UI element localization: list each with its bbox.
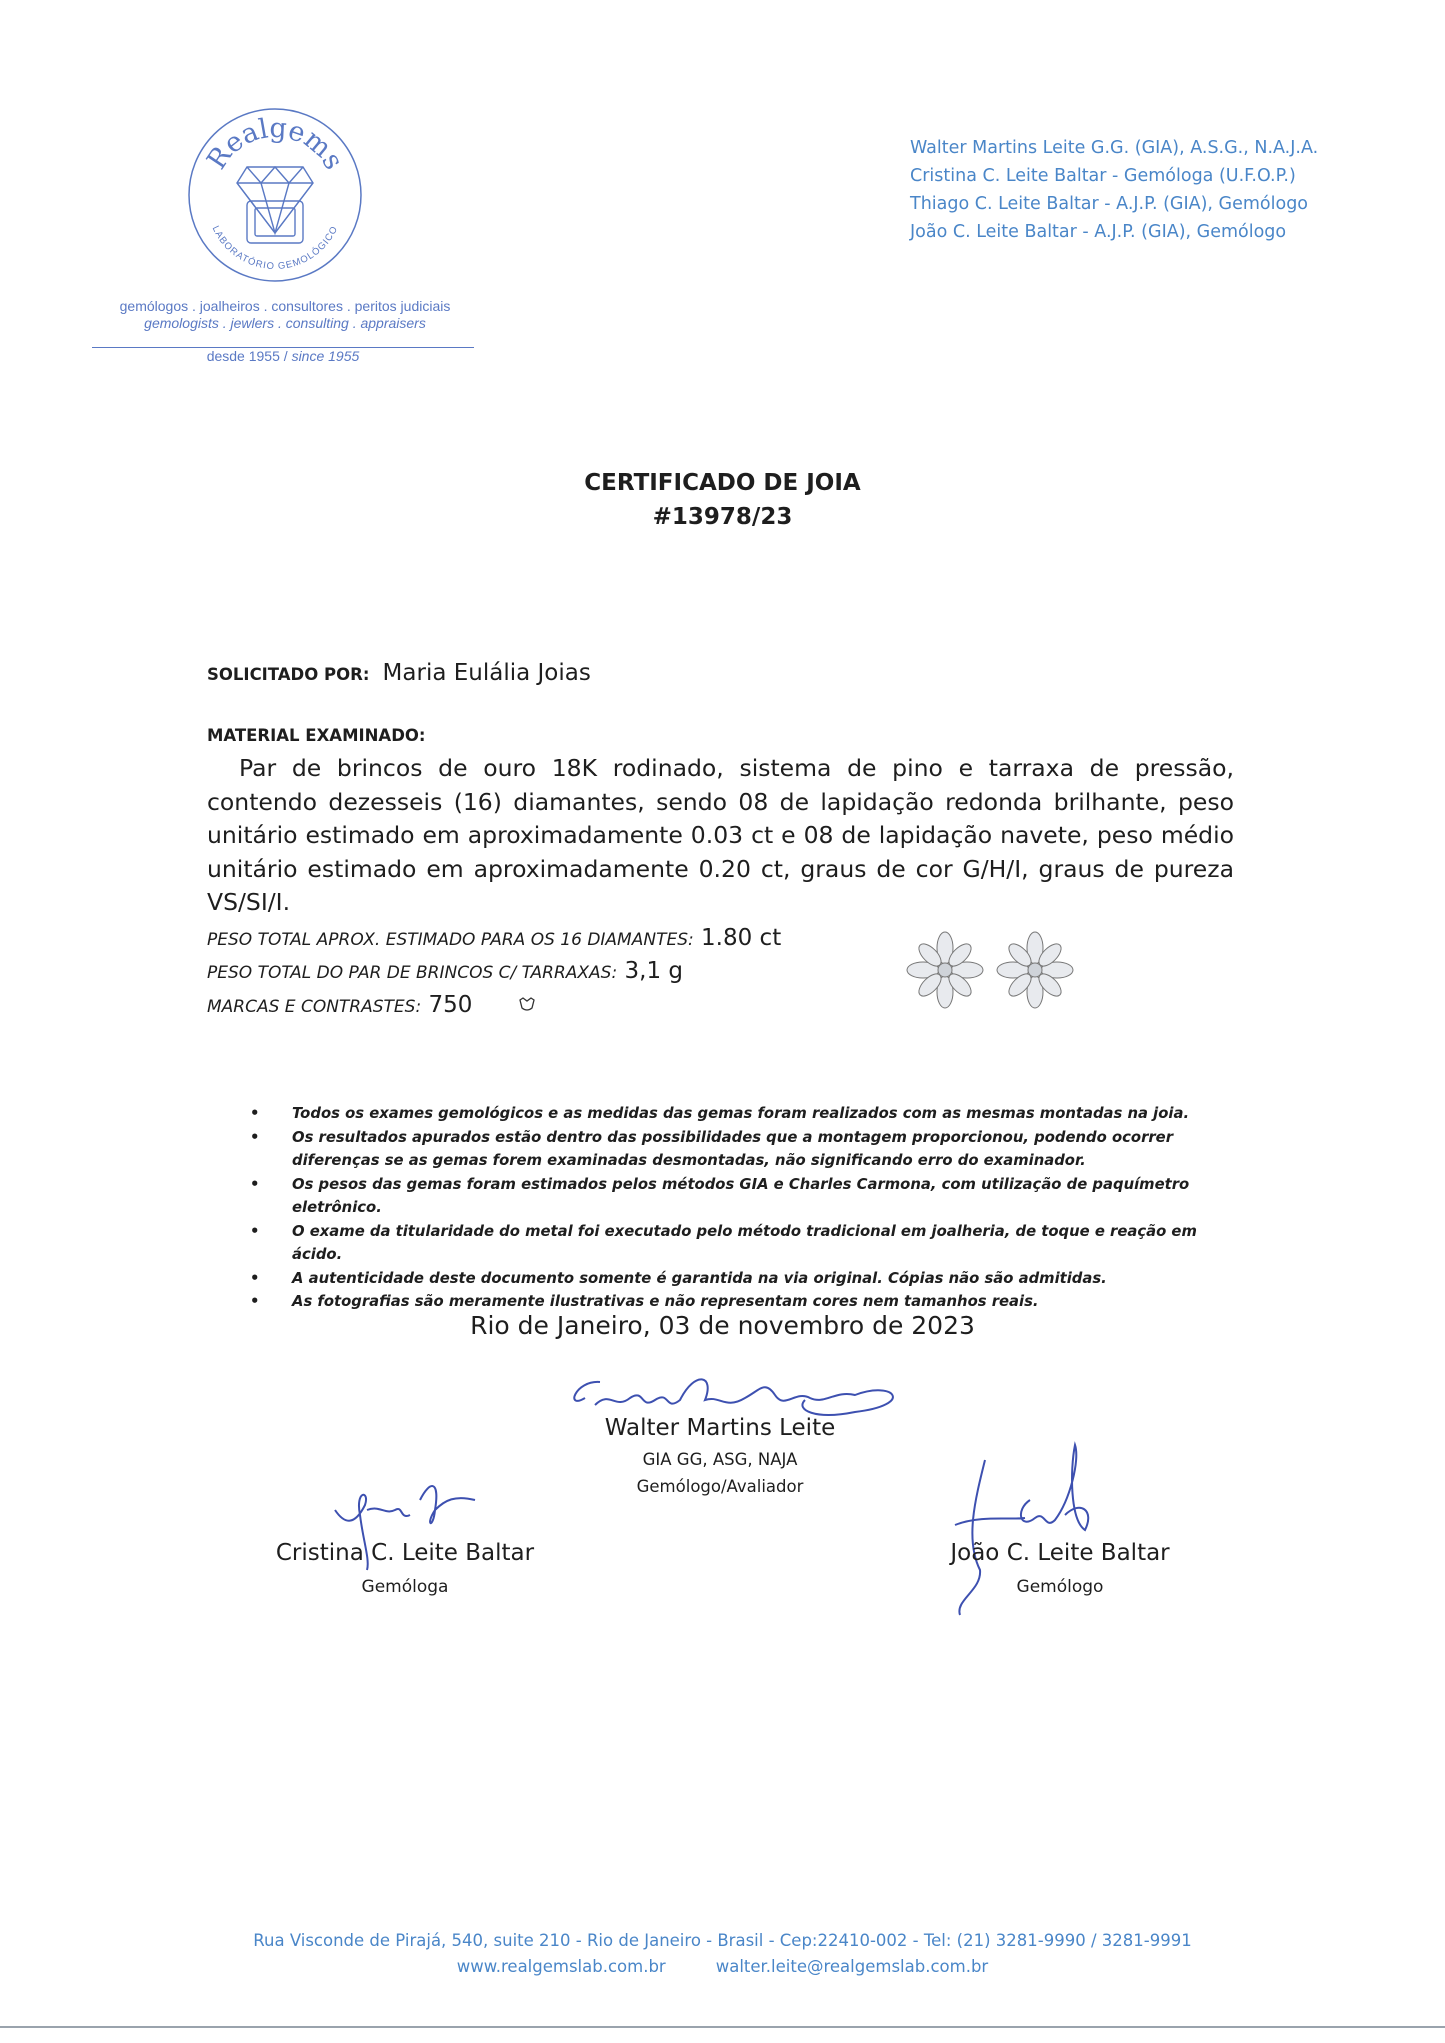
- list-item: • A autenticidade deste documento somente é garantida na via original. Cópias não são admitidas.: [250, 1267, 1250, 1291]
- spec-label: PESO TOTAL APROX. ESTIMADO PARA OS 16 DIAMANTES:: [207, 930, 694, 950]
- issue-date: Rio de Janeiro, 03 de novembro de 2023: [470, 1311, 975, 1340]
- spec-value: 750: [428, 992, 473, 1018]
- list-item: • Os resultados apurados estão dentro das possibilidades que a montagem proporcionou, podendo ocorrer diferenças se as gemas forem examinadas desmontadas, não significando erro do examinador.: [250, 1126, 1250, 1173]
- tagline-pt: gemólogos . joalheiros . consultores . peritos judiciais: [119, 298, 451, 314]
- logo-sub: LABORATÓRIO GEMOLÓGICO: [209, 224, 341, 273]
- material-label: MATERIAL EXAMINADO:: [207, 726, 426, 745]
- requested-value: Maria Eulália Joias: [382, 660, 591, 686]
- spec-total-diamond-weight: [207, 925, 781, 951]
- list-item: • Os pesos das gemas foram estimados pelos métodos GIA e Charles Carmona, com utilização de paquímetro eletrônico.: [250, 1173, 1250, 1220]
- staff-line: Thiago C. Leite Baltar - A.J.P. (GIA), Gemólogo: [910, 194, 1309, 214]
- certificate-title: CERTIFICADO DE JOIA: [584, 470, 861, 496]
- staff-line: Cristina C. Leite Baltar - Gemóloga (U.F.O.P.): [910, 166, 1296, 186]
- since-pt: desde 1955 /: [206, 348, 288, 364]
- spec-value: 1.80 ct: [701, 925, 782, 951]
- footer-address: Rua Visconde de Pirajá, 540, suite 210 - Rio de Janeiro - Brasil - Cep:22410-002 - Tel: (21) 3281-9990 / 3281-9991: [253, 1931, 1192, 1950]
- lab-logo: [185, 105, 365, 285]
- signatory-joao-role: Gemólogo: [1016, 1577, 1104, 1597]
- footer-email-link[interactable]: walter.leite@realgemslab.com.br: [715, 1957, 989, 1976]
- notes-list: [250, 1102, 1250, 1314]
- signatory-walter-cred: GIA GG, ASG, NAJA: [642, 1450, 798, 1469]
- spec-label: PESO TOTAL DO PAR DE BRINCOS C/ TARRAXAS:: [207, 963, 618, 983]
- requested-label: SOLICITADO POR:: [207, 665, 370, 684]
- spec-hallmarks: [207, 992, 536, 1019]
- signatory-joao-name: João C. Leite Baltar: [950, 1540, 1170, 1566]
- spec-label: MARCAS E CONTRASTES:: [207, 997, 422, 1017]
- list-item: • As fotografias são meramente ilustrativas e não representam cores nem tamanhos reais.: [250, 1290, 1250, 1314]
- staff-list: [910, 134, 1318, 246]
- list-item: • O exame da titularidade do metal foi executado pelo método tradicional em joalheria, de toque e reação em ácido.: [250, 1220, 1250, 1267]
- diamond-icon: [185, 105, 365, 285]
- requested-by: [207, 660, 591, 686]
- spec-value: 3,1 g: [624, 958, 683, 984]
- certificate-number: #13978/23: [652, 504, 793, 530]
- svg-text:Realgems: [201, 113, 349, 175]
- footer-contacts: [0, 1957, 1445, 1976]
- material-description: Par de brincos de ouro 18K rodinado, sistema de pino e tarraxa de pressão, contendo dezesseis (16) diamantes, sendo 08 de lapidação redonda brilhante, peso unitário estimado em aproximadamente 0.03 ct e 08 de lapidação navete, peso médio unitário estimado em aproximadamente 0.20 ct, graus de cor G/H/I, graus de pureza VS/SI/I.: [207, 754, 1234, 916]
- logo-brand: Realgems: [201, 112, 350, 176]
- signatory-walter-name: Walter Martins Leite: [604, 1415, 836, 1441]
- signatory-cristina-role: Gemóloga: [361, 1577, 449, 1597]
- staff-line: Walter Martins Leite G.G. (GIA), A.S.G., N.A.J.A.: [910, 138, 1319, 158]
- since-text: [92, 348, 474, 364]
- signatory-walter-role: Gemólogo/Avaliador: [636, 1477, 804, 1496]
- since-en: since 1955: [291, 348, 360, 364]
- hallmark-icon: [518, 993, 536, 1019]
- footer-website-link[interactable]: www.realgemslab.com.br: [456, 1957, 666, 1976]
- earrings-photo: [900, 925, 1080, 1015]
- bottom-divider: [0, 2026, 1445, 2028]
- staff-line: João C. Leite Baltar - A.J.P. (GIA), Gemólogo: [910, 222, 1287, 242]
- spec-total-weight: [207, 958, 683, 984]
- list-item: • Todos os exames gemológicos e as medidas das gemas foram realizados com as mesmas montadas na joia.: [250, 1102, 1250, 1126]
- signatory-cristina-name: Cristina C. Leite Baltar: [275, 1540, 535, 1566]
- tagline-en: gemologists . jewlers . consulting . appraisers: [144, 315, 426, 331]
